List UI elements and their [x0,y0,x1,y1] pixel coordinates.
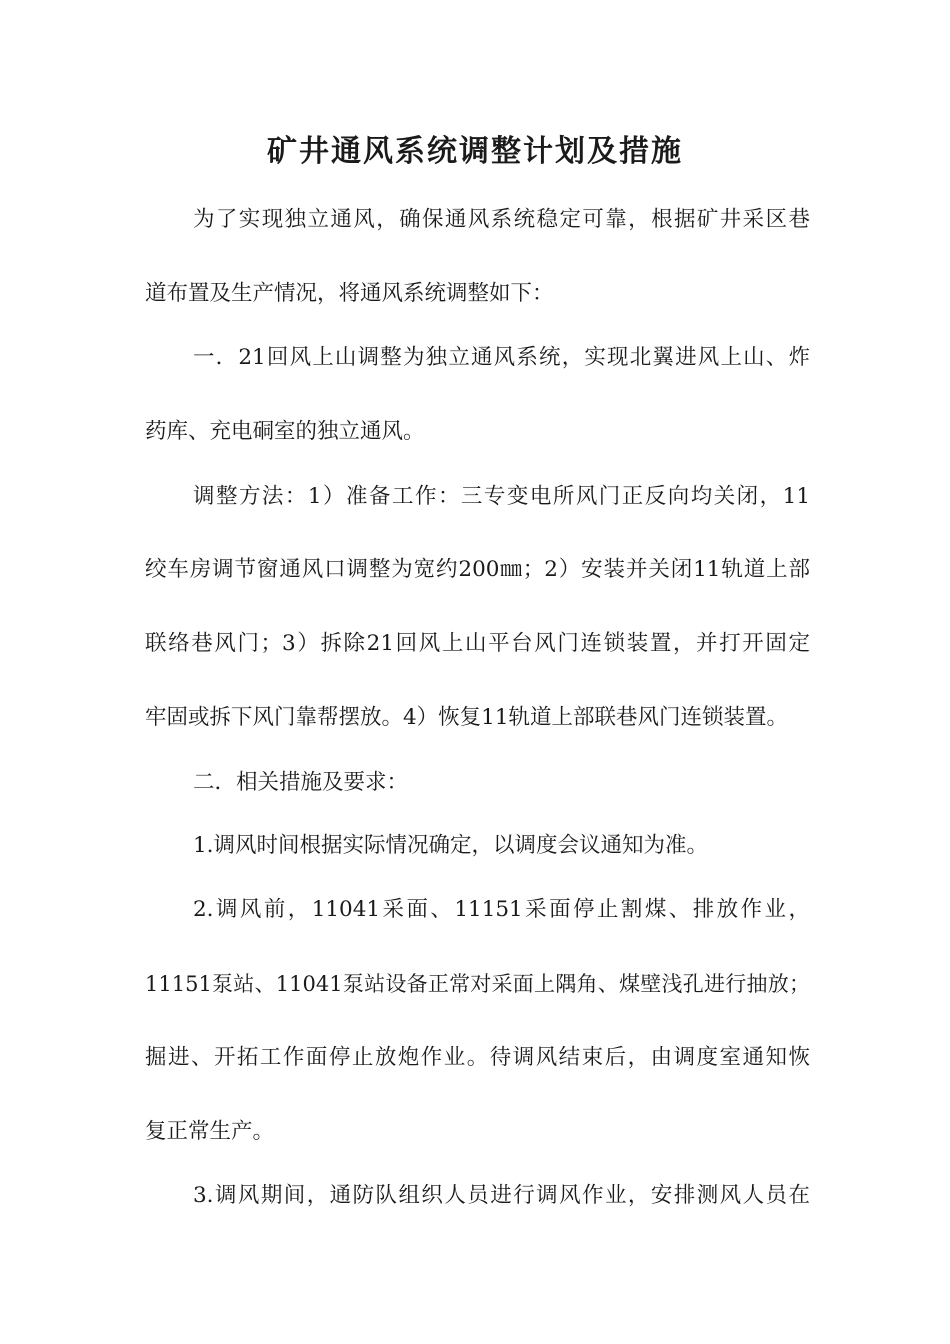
paragraph-line: 2.调风前，11041采面、11151采面停止割煤、排放作业， [193,897,810,922]
paragraph-line: 调整方法：1）准备工作：三专变电所风门正反向均关闭，11 [193,484,810,509]
document-title: 矿井通风系统调整计划及措施 [267,134,683,169]
paragraph-line: 11151泵站、11041泵站设备正常对采面上隅角、煤壁浅孔进行抽放； [145,972,810,996]
paragraph-line: 为了实现独立通风，确保通风系统稳定可靠，根据矿井采区巷 [193,207,810,232]
paragraph-line: 道布置及生产情况，将通风系统调整如下： [145,281,554,306]
paragraph-line: 复正常生产。 [145,1119,275,1144]
paragraph-line: 绞车房调节窗通风口调整为宽约200㎜；2）安装并关闭11轨道上部 [145,557,810,582]
paragraph-line: 3.调风期间，通防队组织人员进行调风作业，安排测风人员在 [193,1183,810,1208]
paragraph-line: 联络巷风门；3）拆除21回风上山平台风门连锁装置，并打开固定 [145,631,810,656]
paragraph-line: 牢固或拆下风门靠帮摆放。4）恢复11轨道上部联巷风门连锁装置。 [145,705,789,730]
paragraph-line: 药库、充电硐室的独立通风。 [145,419,425,444]
paragraph-line: 1.调风时间根据实际情况确定，以调度会议通知为准。 [193,833,709,858]
paragraph-line: 一．21回风上山调整为独立通风系统，实现北翼进风上山、炸 [193,345,810,370]
paragraph-line: 掘进、开拓工作面停止放炮作业。待调风结束后，由调度室通知恢 [145,1045,810,1070]
paragraph-line: 二．相关措施及要求： [193,770,409,795]
